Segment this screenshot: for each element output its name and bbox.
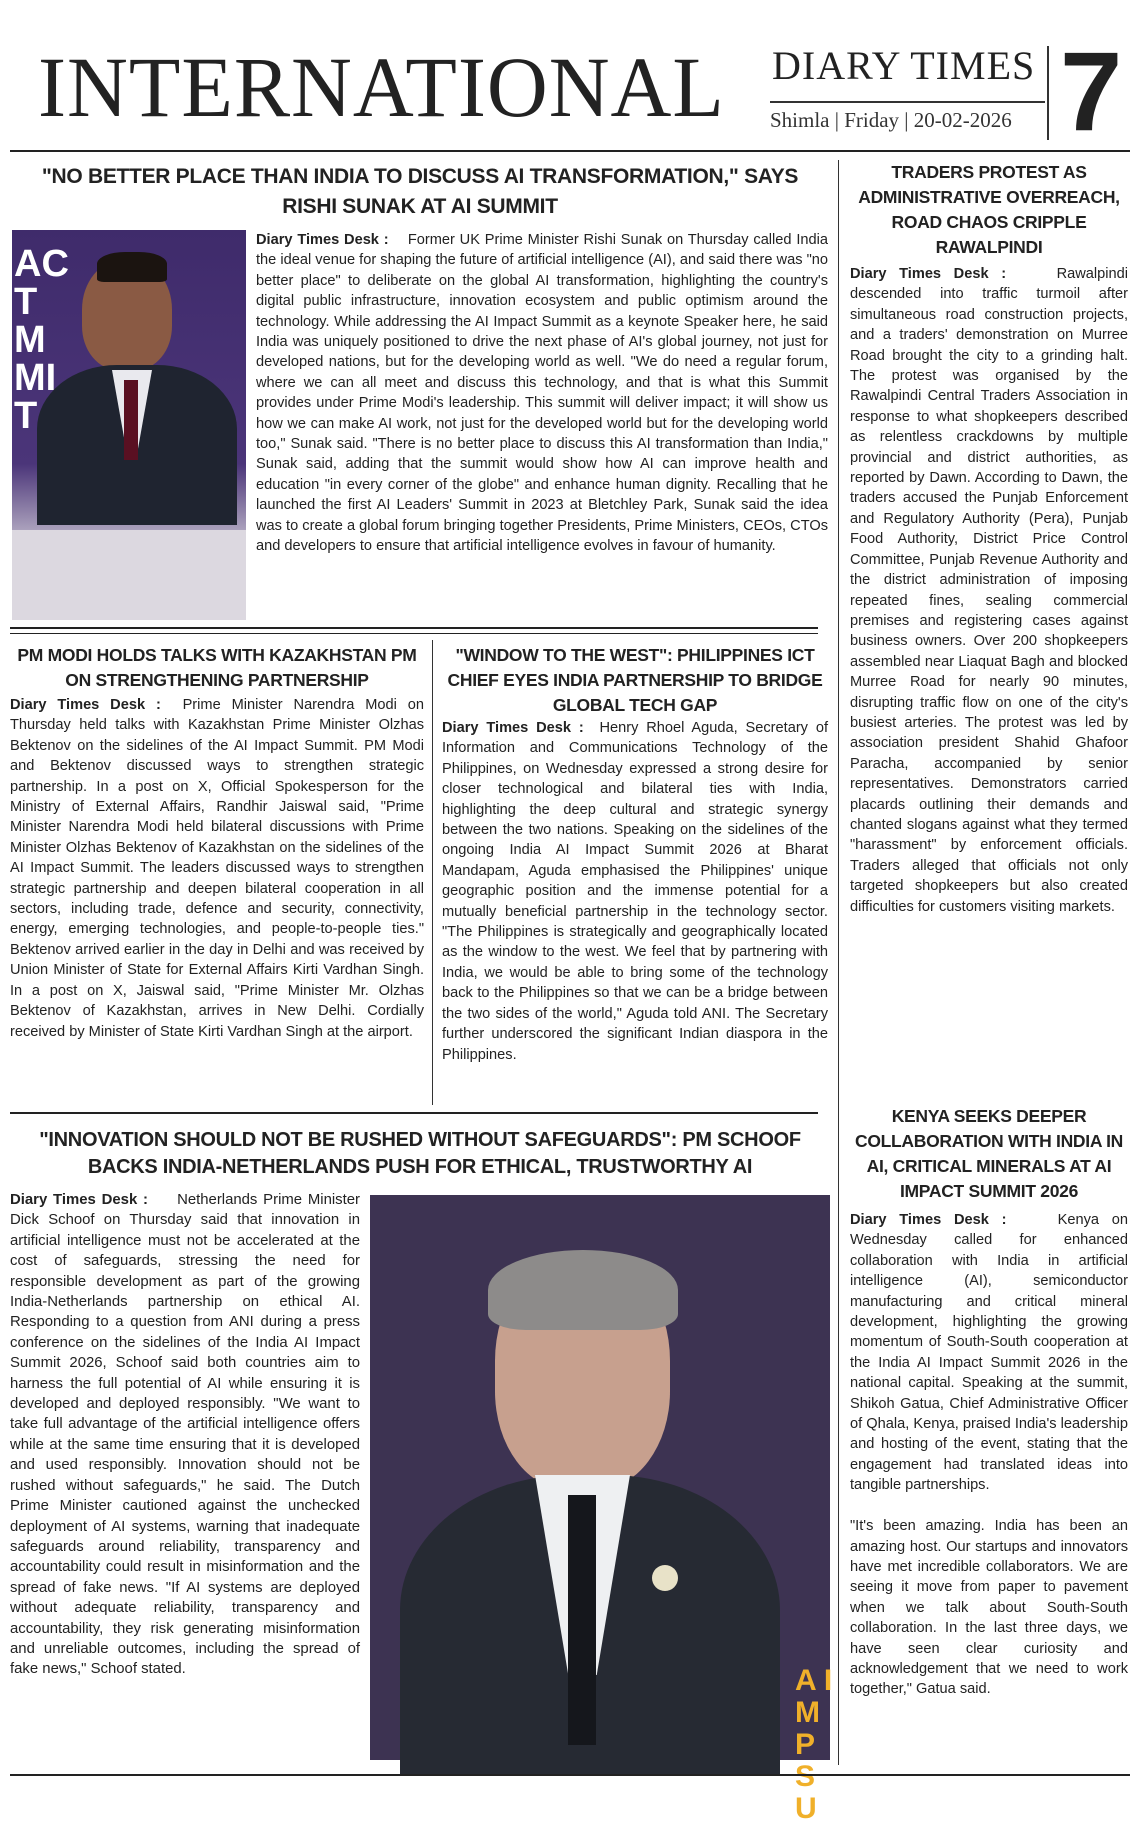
article-text: Netherlands Prime Minister Dick Schoof on Thursday said that innovation in artificial intelligence must not be accelerated at the cost of safeguards, stressing the need for responsible development as part of the growing India-Netherlands partnership on ethical AI. Responding to a question from ANI during a press conference on the sidelines of the India AI Impact Summit 2026, Schoof said both countries aim to harness the full potential of AI while ensuring it is developed and deployed responsibly. "We want to take full advantage of the artificial intelligence offers while at the same time ensuring that it is developed and used responsibly. Innovation should not be rushed without safeguards," he said. The Dutch Prime Minister cautioned against the unchecked deployment of AI systems, warning that inadequate safeguards around reliability, transparency and accountability could result in misinformation and the spread of fake news. "If AI systems are deployed without adequate reliability, transparency and accountability, they risk generating misinformation and unreliable outcomes, including the spread of fake news," Schoof stated.: [10, 1192, 361, 1678]
photo-backdrop-text: ACT MMIT: [14, 243, 69, 437]
headline-modi: PM MODI HOLDS TALKS WITH KAZAKHSTAN PM ON STRENGTHENING PARTNERSHIP: [17, 645, 417, 690]
headline-sunak: "NO BETTER PLACE THAN INDIA TO DISCUSS AI TRANSFORMATION," SAYS RISHI SUNAK AT AI SUMMIT: [41, 165, 799, 218]
article-body-philippines: [442, 718, 828, 1065]
person-hair: [97, 252, 167, 282]
headline-traders: TRADERS PROTEST AS ADMINISTRATIVE OVERREACH, ROAD CHAOS CRIPPLE RAWALPINDI: [858, 162, 1120, 257]
article-text: Kenya on Wednesday called for enhanced collaboration with India in artificial intelligence (AI), semiconductor manufacturing and critical mineral development, highlighting the growing momentum of South-South cooperation at the India AI Impact Summit 2026 in the national capital. Speaking at the summit, Shikoh Gatua, Chief Administrative Officer of Qhala, Kenya, praised India's leadership and hosting of the event, stating that the engagement had translated ideas into tangible partnerships.: [850, 1212, 1128, 1494]
article-text: Prime Minister Narendra Modi on Thursday held talks with Kazakhstan Prime Minister Olzhas Bektenov on the sidelines of the AI Impact Summit. PM Modi and Bektenov discussed ways to strengthen strategic partnership. In a post on X, Official Spokesperson for the Ministry of External Affairs, Randhir Jaiswal said, "Prime Minister Narendra Modi held bilateral discussions with Prime Minister Olzhas Bektenov of Kazakhstan on the sidelines of the AI Impact Summit. The leaders discussed ways to strengthen strategic partnership and deepen bilateral cooperation in all sectors, including trade, defence and security, connectivity, energy, emerging technologies, and people-to-people ties." Bektenov arrived earlier in the day in Delhi and was received by Union Minister of State for External Affairs Kirti Vardhan Singh. In a post on X, Jaiswal said, "Prime Minister Mr. Olzhas Bektenov of Kazakhstan, arrives in New Delhi. Cordially received by Minister of State Kirti Vardhan Singh at the airport.: [10, 697, 424, 1040]
section-rule: [10, 633, 818, 634]
person-hair: [488, 1250, 678, 1330]
article-body-schoof: [10, 1190, 360, 1680]
byline: Diary Times Desk :: [850, 1212, 1007, 1228]
article-text: Rawalpindi descended into traffic turmoil after simultaneous road construction projects, and a traders' demonstration on Murree Road brought the city to a grinding halt. The protest was organised by the Rawalpindi Central Traders Association in response to what shopkeepers described as relentless crackdowns by multiple provincial and district authorities, as reported by Dawn. According to Dawn, the traders accused the Punjab Enforcement and Regulatory Authority (Pera), Punjab Food Authority, District Price Control Committee, Punjab Revenue Authority and the district administration of imposing repeated fines, sealing commercial premises and registering cases against business owners. Over 200 shopkeepers assembled near Liaquat Bagh and blocked Murree Road for nearly 90 minutes, disrupting traffic flow on one of the city's busiest arteries. The protest was led by association president Shahid Ghafoor Paracha, accompanied by senior representatives. Demonstrators carried placards outlining their demands and chanted slogans against what they termed "harassment" by enforcement officials. Traders alleged that officials not only targeted shopkeepers but also created difficulties for customers visiting markets.: [850, 266, 1128, 915]
article-body-sunak: [256, 230, 828, 557]
photo-backdrop-text: A IMP SU: [795, 1664, 833, 1825]
masthead-divider: [770, 101, 1045, 103]
dateline: Shimla | Friday | 20-02-2026: [770, 108, 1012, 132]
person-tie: [568, 1495, 596, 1745]
article-text: Henry Rhoel Aguda, Secretary of Information and Communications Technology of the Philippines, on Wednesday expressed a strong desire for closer technological and bilateral ties with India, highlighting the deep cultural and strategic synergy between the two nations. Speaking on the sidelines of the ongoing India AI Impact Summit 2026 at Bharat Mandapam, Aguda emphasised the Philippines' unique geographic position and the immense potential for a mutually beneficial partnership in the technology sector. "The Philippines is strategically and geographically located as the window to the west. We feel that by partnering with India, we would be able to bring some of the technology back to the Philippines so that we can be a bridge between the two sides of the world," Aguda told ANI. The Secretary further underscored the significant Indian diaspora in the Philippines.: [442, 720, 828, 1063]
column-divider: [838, 160, 839, 1765]
headline-philippines: "WINDOW TO THE WEST": PHILIPPINES ICT CHIEF EYES INDIA PARTNERSHIP TO BRIDGE GLOBAL TECH GAP: [447, 645, 823, 715]
bottom-rule: [10, 1774, 1130, 1776]
section-rule: [10, 627, 818, 629]
article-text: Former UK Prime Minister Rishi Sunak on Thursday called India the ideal venue for shaping the future of artificial intelligence (AI), and said there was "no better place" to deliberate on the global AI transformation, highlighting the country's digital public infrastructure, innovation ecosystem and public optimism around the technology. While addressing the AI Impact Summit as a keynote Speaker here, he said India was uniquely positioned to drive the next phase of AI's global journey, not just for developed nations, but for the developing world as well. "We do need a regular forum, where we can all meet and discuss this technology, and that is what this Summit provides under Prime Modi's leadership. This summit will deliver impact; it will show us how we can make AI work, not just for the developed world but for the developing world too," Sunak said. "There is no better place to discuss this AI transformation than India," Sunak said, adding that the summit would show how AI can improve health and education "in every corner of the globe" and enhance human dignity. Recalling that he launched the first AI Leaders' Summit in 2023 at Bletchley Park, Sunak said the idea was to create a global forum bringing together Presidents, Prime Ministers, CEOs, CTOs and developers to ensure that artificial intelligence evolves in favour of humanity.: [256, 232, 828, 555]
article-body-modi: [10, 695, 424, 1042]
article-body-kenya: [850, 1210, 1128, 1700]
person-tie: [124, 380, 138, 460]
podium: [12, 530, 246, 620]
newspaper-name: DIARY TIMES: [772, 43, 1036, 88]
masthead-separator: [1047, 46, 1049, 140]
byline: Diary Times Desk :: [442, 720, 584, 736]
section-rule: [10, 1112, 818, 1114]
byline: Diary Times Desk :: [10, 1192, 149, 1208]
top-rule: [10, 150, 1130, 152]
byline: Diary Times Desk :: [256, 232, 389, 248]
page-number: 7: [1060, 29, 1123, 154]
photo-rishi-sunak: [12, 230, 246, 620]
section-title: INTERNATIONAL: [38, 39, 725, 135]
column-divider: [432, 640, 433, 1105]
byline: Diary Times Desk :: [850, 266, 1007, 282]
lapel-badge: [652, 1565, 678, 1591]
headline-kenya: KENYA SEEKS DEEPER COLLABORATION WITH INDIA IN AI, CRITICAL MINERALS AT AI IMPACT SUMMIT 2026: [855, 1106, 1123, 1201]
article-text: "It's been amazing. India has been an amazing host. Our startups and innovators have met incredible collaborators. We are seeing it move from paper to pavement when we talk about South-South collaboration. In the last three days, we have seen clear curiosity and acknowledgement that we need to work together," Gatua said.: [850, 1518, 1128, 1698]
headline-schoof: "INNOVATION SHOULD NOT BE RUSHED WITHOUT SAFEGUARDS": PM SCHOOF BACKS INDIA-NETHERLANDS PUSH FOR ETHICAL, TRUSTWORTHY AI: [39, 1129, 801, 1178]
photo-dick-schoof: [370, 1195, 833, 1825]
article-body-traders: [850, 264, 1128, 917]
byline: Diary Times Desk :: [10, 697, 161, 713]
